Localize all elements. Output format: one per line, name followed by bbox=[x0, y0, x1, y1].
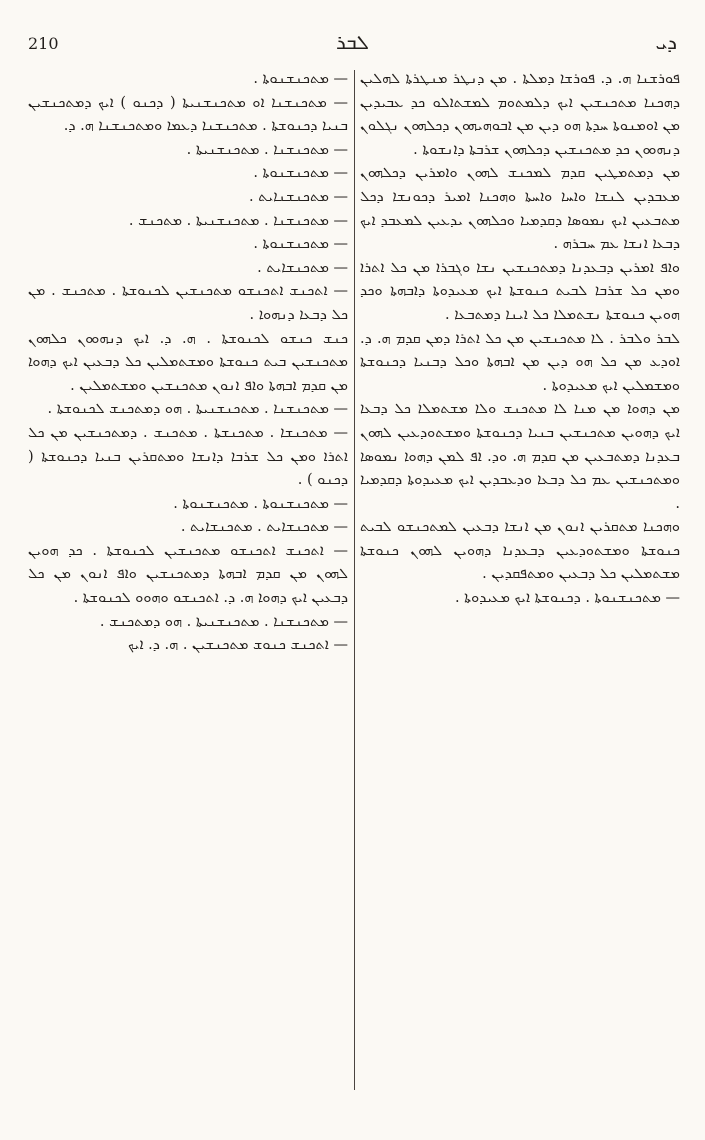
column-divider bbox=[354, 70, 355, 1090]
sub-entry: — ܡܬܟܢܫܢܐ ܐܘ ܡܬܟܢܫܢܝܬܐ ( ܕܟܢܘ ) ܐܝܟ ܕܡܬܟܢܫܝܢ ܒܢܝܐ ܕܟܢܘܫܬܐ . ܡܬܟܢܫܢܐ ܕܥܡܐ ܘܡܬܟܢܫܢܐ ܗ. ܕ. bbox=[28, 92, 348, 139]
sub-entry: — ܐܬܟܢܫ ܐܬܟܢܫܘ ܡܬܟܢܫܝܢ ܠܟܢܘܫܬܐ . ܟܕ ܗܘܝܢ ܠܗܘܢ ܡܢ ܩܕܡ ܐܒܗܬܐ ܕܡܬܟܢܫܝܢ ܘܐܦ ܐܢܘܢ ܡܢ ܟܠ ܕܒܥܝܢ ܐܝܟ ܕܗܘܐ ܗ. ܕ. ܐܬܟܢܫܘ ܘܗܘܘ ܠܟܢܘܫܬܐ . bbox=[28, 540, 348, 611]
sub-entry: — ܡܬܟܢܫܢܐ . ܡܬܟܢܫܢܝܬܐ . ܡܬܟܢܫ . bbox=[28, 210, 348, 234]
sub-entry: — ܡܬܟܢܫܐ . ܡܬܟܢܫܬܐ . ܡܬܟܢܫ . ܕܡܬܟܢܫܝܢ ܡܢ ܟܠ ܐܬܪܐ ܘܡܢ ܟܠ ܫܪܒܐ ܕܐܢܫܐ ܘܡܬܩܪܝܢ ܒܢܝܐ ܕܟܢܘܫܬܐ ( ܕܟܢܘ ) . bbox=[28, 422, 348, 493]
sub-entry: — ܡܬܟܢܫܢܐܝܬ . bbox=[28, 186, 348, 210]
page-header bbox=[28, 30, 677, 60]
sub-entry: — ܐܬܟܢܫ ܟܢܘܫ ܡܬܟܢܫܝܢ . ܗ. ܕ. ܐܝܟ bbox=[28, 634, 348, 658]
entry-paragraph: ܘܐܦ ܐܡܪܝܢ ܕܒܥܕܢܐ ܕܡܬܟܢܫܝܢ ܢܫܐ ܘܓܒܪܐ ܡܢ ܟܠ ܐܬܪܐ ܘܡܢ ܟܠ ܫܪܒܐ ܠܒܝܬ ܟܢܘܫܬܐ ܐܝܟ ܡܥܝܕܘܬܐ ܕܐܒܗܬܐ ܘܟܕ ܗܘܝܢ ܟܢܘܫܬܐ ܢܫܬܡܠܐ ܟܠ ܐܝܢܐ ܕܡܬܒܥܐ . bbox=[360, 259, 680, 323]
sub-entry: — ܡܬܟܢܫܢܘܬܐ . bbox=[28, 162, 348, 186]
sub-entry: — ܡܬܟܢܫܐܝܬ . bbox=[28, 257, 348, 281]
right-column bbox=[360, 68, 680, 1108]
entry-paragraph: ܦܘܪܫܢܐ ܗ. ܕ. ܦܘܪܫܐ ܕܡܠܬܐ . ܡܢ ܕܢܛܪ ܡܢܛܪܬܐ ܠܗܠܝܢ ܕܗܟܢܐ ܡܬܟܢܫܝܢ ܐܝܟ ܕܠܡܬܘܡ ܠܡܫܬܐܠܘ ܟܕ ܥܒܝܕܝܢ ܡܢ ܐܘܡܢܘܬܐ ܚܕܬܐ ܗܘ ܕܝܢ ܡܢ ܐܒܘܗܝܗܘܢ ܕܟܠܗܘܢ ܢܓܠܘܢ ܕܢܗܘܘܢ ܟܕ ܡܬܟܢܫܝܢ ܕܟܠܗܘܢ ܫܪܒܬܐ ܕܐܢܫܘܬܐ . bbox=[360, 71, 680, 158]
sub-entry: — ܐܬܟܢܫ ܐܬܟܢܫܘ ܡܬܟܢܫܝܢ ܠܟܢܘܫܬܐ . ܡܬܟܢܫ . ܡܢ ܟܠ ܕܒܥܐ ܕܢܗܘܐ . bbox=[28, 280, 348, 327]
sub-entry: — ܡܬܟܢܫܢܘܬܐ . bbox=[28, 233, 348, 257]
entry-paragraph: ܠܒܪ ܘܠܒܪ . ܠܐ ܡܬܟܢܫܝܢ ܡܢ ܟܠ ܐܬܪܐ ܕܡܢ ܩܕܡ ܗ. ܕ. ܐܘܕܥ ܡܢ ܟܠ ܗܘ ܕܝܢ ܡܢ ܐܒܗܬܐ ܘܟܠ ܕܒܢܝܐ ܕܟܢܘܫܬܐ ܘܡܫܡܠܝܢ ܐܝܟ ܡܥܝܕܘܬܐ . bbox=[360, 330, 680, 394]
entry-paragraph: ܡܢ ܕܗܘܐ ܡܢ ܡܢܐ ܠܐ ܡܬܟܢܫ ܘܠܐ ܡܫܬܡܠܐ ܟܠ ܕܒܥܐ ܐܝܟ ܕܗܘܝܢ ܡܬܟܢܫܝܢ ܒܢܝܐ ܕܟܢܘܫܬܐ ܘܡܫܬܘܕܥܝܢ ܠܗܘܢ ܒܥܕܢܐ ܕܡܬܒܥܝܢ ܡܢ ܩܕܡ ܗ. ܘܕ. ܐܦ ܠܡܢ ܕܗܘܐ ܢܡܘܣܐ ܘܡܬܟܢܫܝܢ ܥܡ ܟܠ ܕܒܥܐ ܘܕܥܒܕܝܢ ܐܝܟ ܡܥܝܕܘܬܐ ܕܩܕܡܝܐ . bbox=[360, 401, 680, 512]
left-column bbox=[28, 68, 348, 1108]
entry-paragraph: ܟܢܫ ܟܢܫܘ ܠܟܢܘܫܬܐ . ܗ. ܕ. ܐܝܟ ܕܢܗܘܘܢ ܟܠܗܘܢ ܡܬܟܢܫܝܢ ܒܝܬ ܟܢܘܫܬܐ ܘܡܫܬܡܠܝܢ ܟܠ ܕܒܥܝܢ ܐܝܟ ܕܗܘܐ ܡܢ ܩܕܡ ܐܒܗܬܐ ܘܐܦ ܐܢܘܢ ܡܬܟܢܫܝܢ ܘܡܫܬܡܠܝܢ . bbox=[28, 330, 348, 394]
entry-paragraph: ܘܗܟܢܐ ܡܬܩܪܝܢ ܐܢܘܢ ܡܢ ܐܢܫܐ ܕܒܥܝܢ ܠܡܬܟܢܫܘ ܠܒܝܬ ܟܢܘܫܬܐ ܘܡܫܬܘܕܥܝܢ ܕܒܥܕܢܐ ܕܗܘܝܢ ܠܗܘܢ ܟܢܘܫܬܐ ܡܫܬܡܠܝܢ ܟܠ ܕܒܥܝܢ ܘܡܬܦܩܕܝܢ . bbox=[360, 519, 680, 583]
sub-entry: — ܡܬܟܢܫܢܐ . ܡܬܟܢܫܢܝܬܐ . ܗܘ ܕܡܬܟܢܫ . bbox=[28, 611, 348, 635]
sub-entry: — ܡܬܟܢܫܢܘܬܐ . ܕܟܢܘܫܬܐ ܐܝܟ ܡܥܝܕܘܬܐ . bbox=[360, 587, 680, 611]
sub-entry: — ܡܬܟܢܫܢܐ . ܡܬܟܢܫܢܝܬܐ . bbox=[28, 139, 348, 163]
sub-entry: — ܡܬܟܢܫܐܝܬ . ܡܬܟܢܫܐܝܬ . bbox=[28, 516, 348, 540]
running-head: ܠܒܪ bbox=[336, 30, 369, 54]
page-number: 210 bbox=[28, 34, 59, 53]
sub-entry: — ܡܬܟܢܫܢܐ . ܡܬܟܢܫܢܝܬܐ . ܗܘ ܕܡܬܟܢܫ ܠܟܢܘܫܬܐ . bbox=[28, 398, 348, 422]
catchword: ܕܝ bbox=[655, 30, 677, 54]
sub-entry: — ܡܬܟܢܫܢܘܬܐ . ܡܬܟܢܫܢܘܬܐ . bbox=[28, 493, 348, 517]
sub-entry: — ܡܬܟܢܫܢܘܬܐ . bbox=[28, 68, 348, 92]
entry-paragraph: ܡܢ ܕܡܬܡܛܝܢ ܩܕܡ ܠܡܟܢܫ ܠܗܘܢ ܘܐܡܪܝܢ ܕܟܠܗܘܢ ܡܥܒܕܝܢ ܠܢܫܐ ܘܐܚܐ ܘܐܚܬܐ ܘܗܟܢܐ ܐܡܝܪ ܕܟܘܢܫܐ ܕܟܠ ܡܬܒܥܝܢ ܐܝܟ ܢܡܘܣܐ ܕܩܕܡܝܐ ܘܟܠܗܘܢ ܝܕܥܝܢ ܠܡܥܒܕ ܐܝܟ ܕܒܥܐ ܐܢܫܐ ܥܡ ܚܒܪܗ . bbox=[360, 165, 680, 253]
